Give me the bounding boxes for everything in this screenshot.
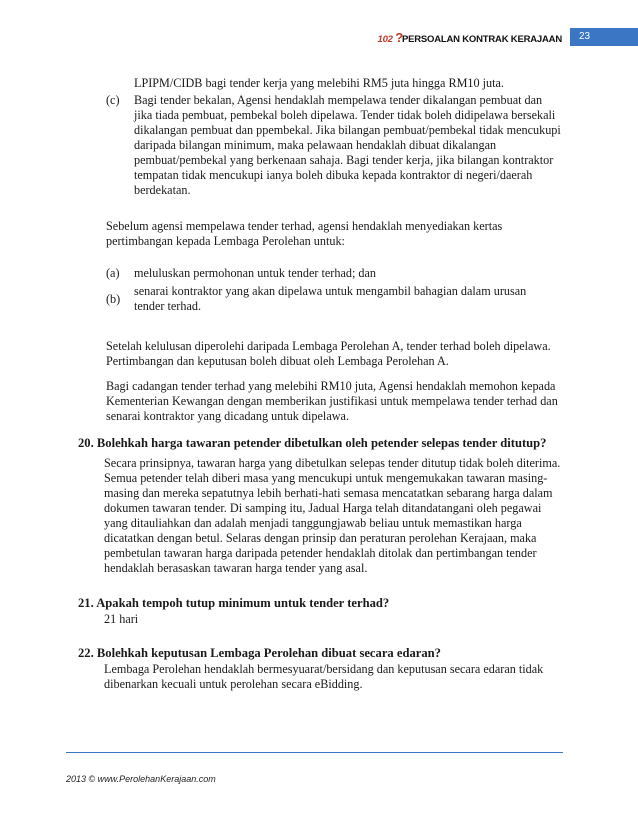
paragraph-over-rm10m: Bagi cadangan tender terhad yang melebihi RM10 juta, Agensi hendaklah memohon kepada Kementerian Kewangan dengan memberikan justifikasi untuk mempelawa tender terhad dan senarai kontraktor yang dicadang untuk dipelawa. <box>106 379 558 423</box>
running-title <box>378 30 562 45</box>
question-20-title: 20. Bolehkah harga tawaran petender dibetulkan oleh petender selepas tender ditutup? <box>78 436 547 450</box>
running-title-question-mark: ? <box>395 29 403 45</box>
paragraph-after-approval: Setelah kelulusan diperolehi daripada Lembaga Perolehan A, tender terhad boleh dipelawa. Pertimbangan dan keputusan boleh dibuat oleh Lembaga Perolehan A. <box>106 339 551 368</box>
page-header <box>378 28 638 46</box>
question-21-title: 21. Apakah tempoh tutup minimum untuk tender terhad? <box>78 596 390 610</box>
question-22-answer: Lembaga Perolehan hendaklah bermesyuarat/bersidang dan keputusan secara edaran tidak dibenarkan kecuali untuk perolehan secara eBidding. <box>104 662 544 691</box>
running-title-number: 102 <box>377 33 393 45</box>
question-21-answer: 21 hari <box>104 612 139 626</box>
item-c-marker: (c) <box>106 93 120 107</box>
footer-copyright: 2013 © www.PerolehanKerajaan.com <box>66 774 216 784</box>
item-a-text: meluluskan permohonan untuk tender terhad; dan <box>134 266 376 280</box>
running-title-text: PERSOALAN KONTRAK KERAJAAN <box>401 33 562 45</box>
item-c-text: Bagi tender bekalan, Agensi hendaklah mempelawa tender dikalangan pembuat dan jika tiada pembuat, pembekal boleh dipelawa. Tender tidak boleh didipelawa bersekali dikalangan pembuat dan ppembekal. Jika bilangan pembuat/pembekal tidak mencukupi daripada bilangan minimum, maka pelawaan hendaklah dibuat dikalangan pembuat/pembekal yang berkenaan sahaja. Bagi tender kerja, jika bilangan kontraktor tempatan tidak mencukupi ianya boleh dibuka kepada kontraktor di negeri/daerah berdekatan. <box>134 93 561 197</box>
item-b-marker: (b) <box>106 292 121 306</box>
item-b-text: senarai kontraktor yang akan dipelawa untuk mengambil bahagian dalam urusan tender terhad. <box>134 284 527 313</box>
footer-divider <box>66 752 563 753</box>
page-number-badge: 23 <box>570 28 638 46</box>
question-20-answer: Secara prinsipnya, tawaran harga yang dibetulkan selepas tender ditutup tidak boleh diterima. Semua petender telah diberi masa yang mencukupi untuk mengemukakan tawaran masing-masing dan mereka sepatutnya lebih berhati-hati semasa mencatatkan sebarang harga dalam dokumen tawaran tender. Di samping itu, Jadual Harga telah ditandatangani oleh pegawai yang ditauliahkan dan adalah menjadi tanggungjawab beliau untuk memastikan harga dicatatkan dengan betul. Selaras dengan prinsip dan peraturan perolehan Kerajaan, maka pembetulan tawaran harga daripada petender hendaklah ditolak dan pertimbangan tender hendaklah berasaskan tawaran harga tender yang asal. <box>104 456 561 575</box>
paragraph-before-invitation: Sebelum agensi mempelawa tender terhad, agensi hendaklah menyediakan kertas pertimbangan kepada Lembaga Perolehan untuk: <box>106 219 503 248</box>
item-a-marker: (a) <box>106 266 120 280</box>
continuation-line: LPIPM/CIDB bagi tender kerja yang melebihi RM5 juta hingga RM10 juta. <box>134 76 504 90</box>
question-22-title: 22. Bolehkah keputusan Lembaga Perolehan dibuat secara edaran? <box>78 646 441 660</box>
